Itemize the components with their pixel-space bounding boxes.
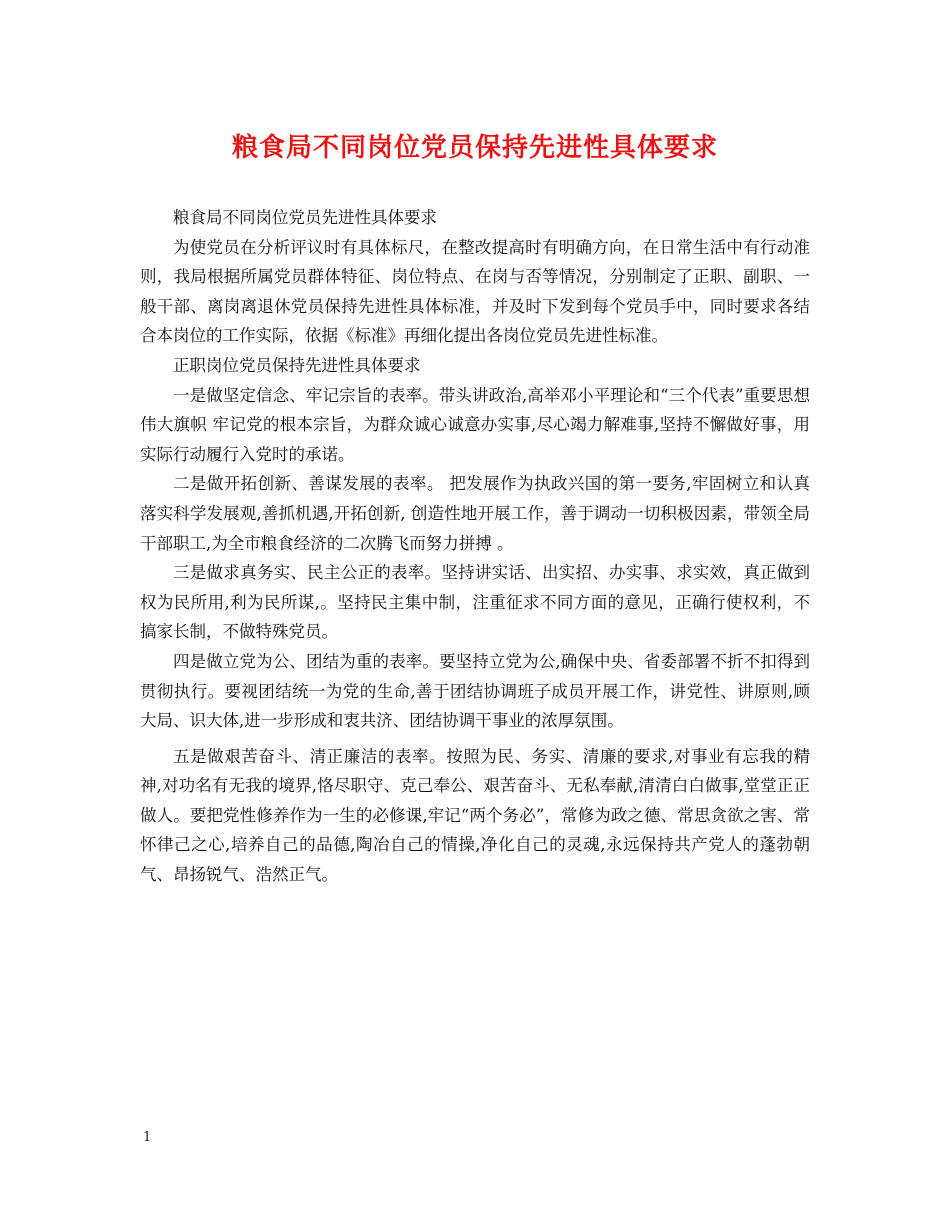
paragraph-subtitle: 粮食局不同岗位党员先进性具体要求 (173, 208, 437, 227)
paragraph-item-3: 三是做求真务实、民主公正的表率。坚持讲实话、出实招、办实事、求实效，真正做到权为民所用,利为民所谋,。坚持民主集中制，注重征求不同方面的意见，正确行使权利，不搞家长制，不做特殊党员。 (140, 563, 810, 642)
paragraph-item-4: 四是做立党为公、团结为重的表率。要坚持立党为公,确保中央、省委部署不折不扣得到贯彻执行。要视团结统一为党的生命,善于团结协调班子成员开展工作，讲党性、讲原则,顾大局、识大体,进一步形成和衷共济、团结协调干事业的浓厚氛围。 (140, 651, 810, 731)
paragraph-item-2: 二是做开拓创新、善谋发展的表率。 把发展作为执政兴国的第一要务,牢固树立和认真落实科学发展观,善抓机遇,开拓创新, 创造性地开展工作，善于调动一切积极因素，带领全局干部职工,为全市粮食经济的二次腾飞而努力拼搏 。 (140, 474, 810, 553)
document-title: 粮食局不同岗位党员保持先进性具体要求 (231, 133, 718, 163)
paragraph-item-5: 五是做艰苦奋斗、清正廉洁的表率。按照为民、务实、清廉的要求,对事业有忘我的精神,对功名有无我的境界,恪尽职守、克己奉公、艰苦奋斗、无私奉献,清清白白做事,堂堂正正做人。要把党性修养作为一生的必修课,牢记“两个务必”，常修为政之德、常思贪欲之害、常怀律己之心,培养自己的品德,陶冶自己的情操,净化自己的灵魂,永远保持共产党人的蓬勃朝气、昂扬锐气、浩然正气。 (140, 746, 810, 885)
paragraph-section-heading: 正职岗位党员保持先进性具体要求 (173, 355, 421, 375)
document-body (140, 203, 810, 890)
paragraph-item-1: 一是做坚定信念、牢记宗旨的表率。带头讲政治,高举邓小平理论和“三个代表”重要思想伟大旗帜 牢记党的根本宗旨，为群众诚心诚意办实事,尽心竭力解难事,坚持不懈做好事，用实际行动履行入党时的承诺。 (140, 385, 810, 464)
paragraph-intro: 为使党员在分析评议时有具体标尺，在整改提高时有明确方向，在日常生活中有行动准则，我局根据所属党员群体特征、岗位特点、在岗与否等情况，分别制定了正职、副职、一般干部、离岗离退休党员保持先进性具体标准，并及时下发到每个党员手中，同时要求各结合本岗位的工作实际，依据《标准》再细化提出各岗位党员先进性标准。 (140, 237, 810, 346)
page-number: 1 (143, 1130, 152, 1145)
